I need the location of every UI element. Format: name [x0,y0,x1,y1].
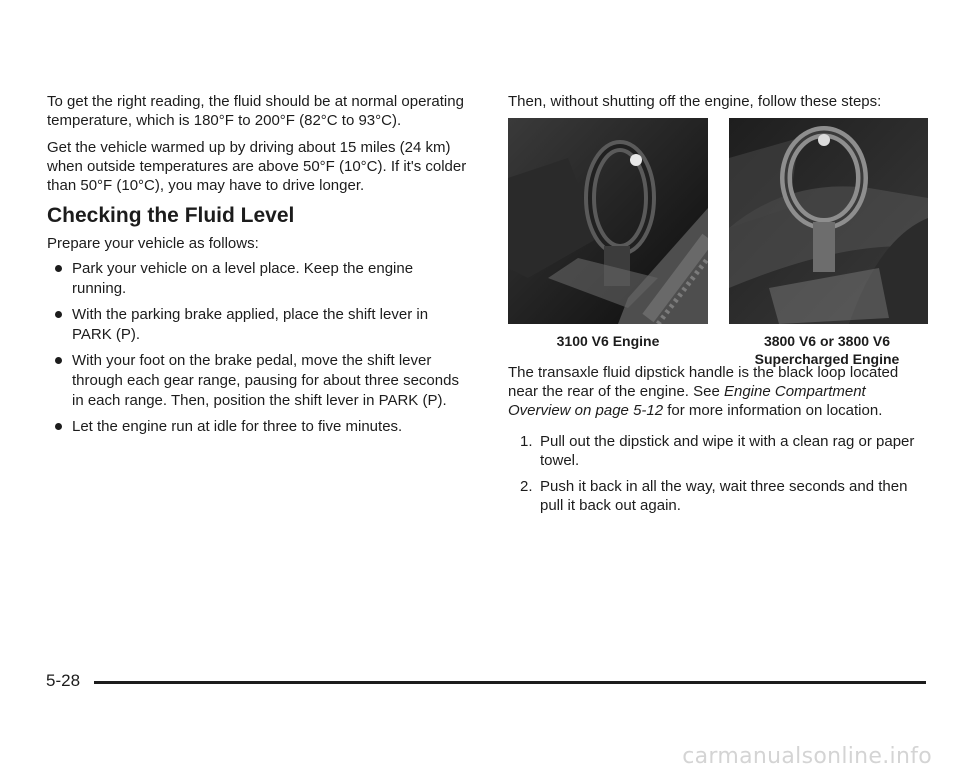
preparation-list [47,259,470,437]
page-number: 5-28 [46,671,81,690]
list-item: Park your vehicle on a level place. Keep the engine running. [47,259,470,299]
engine-photo-3800 [729,118,928,324]
section-heading: Checking the Fluid Level [47,204,295,227]
left-column [47,92,470,443]
list-item: 2. Push it back in all the way, wait three seconds and then pull it back out again. [520,478,908,514]
prepare-intro: Prepare your vehicle as follows: [47,235,259,252]
paragraph-warm-up: Get the vehicle warmed up by driving about 15 miles (24 km) when outside temperatures are above 50°F (10°C). If it's colder than 50°F (10°C), you may have to drive longer. [47,139,467,194]
list-item: With the parking brake applied, place the shift lever in PARK (P). [47,305,470,345]
dipstick-description: The transaxle fluid dipstick handle is the black loop located near the rear of the engine. See Engine Compartment Overview on page 5-12 for more information on location. [508,364,899,419]
steps-list [508,432,928,515]
cross-reference: Engine Compartment Overview on page 5-12 [508,383,866,419]
footer-divider [94,681,926,684]
bullet-icon [55,357,62,364]
caption-3800-engine: 3800 V6 or 3800 V6 Supercharged Engine [754,333,900,367]
list-item: 1. Pull out the dipstick and wipe it with a clean rag or paper towel. [520,433,915,469]
watermark: carmanualsonline.info [682,744,932,769]
list-item: With your foot on the brake pedal, move the shift lever through each gear range, pausing for about three seconds in each range. Then, position the shift lever in PARK (P). [47,351,470,411]
caption-3100-engine: 3100 V6 Engine [556,333,660,349]
engine-photos [508,118,928,367]
bullet-icon [55,423,62,430]
bullet-icon [55,311,62,318]
engine-photo-3100 [508,118,708,324]
bullet-icon [55,265,62,272]
paragraph-temperature: To get the right reading, the fluid should be at normal operating temperature, which is 180°F to 200°F (82°C to 93°C). [47,93,464,129]
right-column [508,92,928,522]
list-item: Let the engine run at idle for three to five minutes. [47,417,470,437]
steps-intro: Then, without shutting off the engine, follow these steps: [508,93,882,110]
